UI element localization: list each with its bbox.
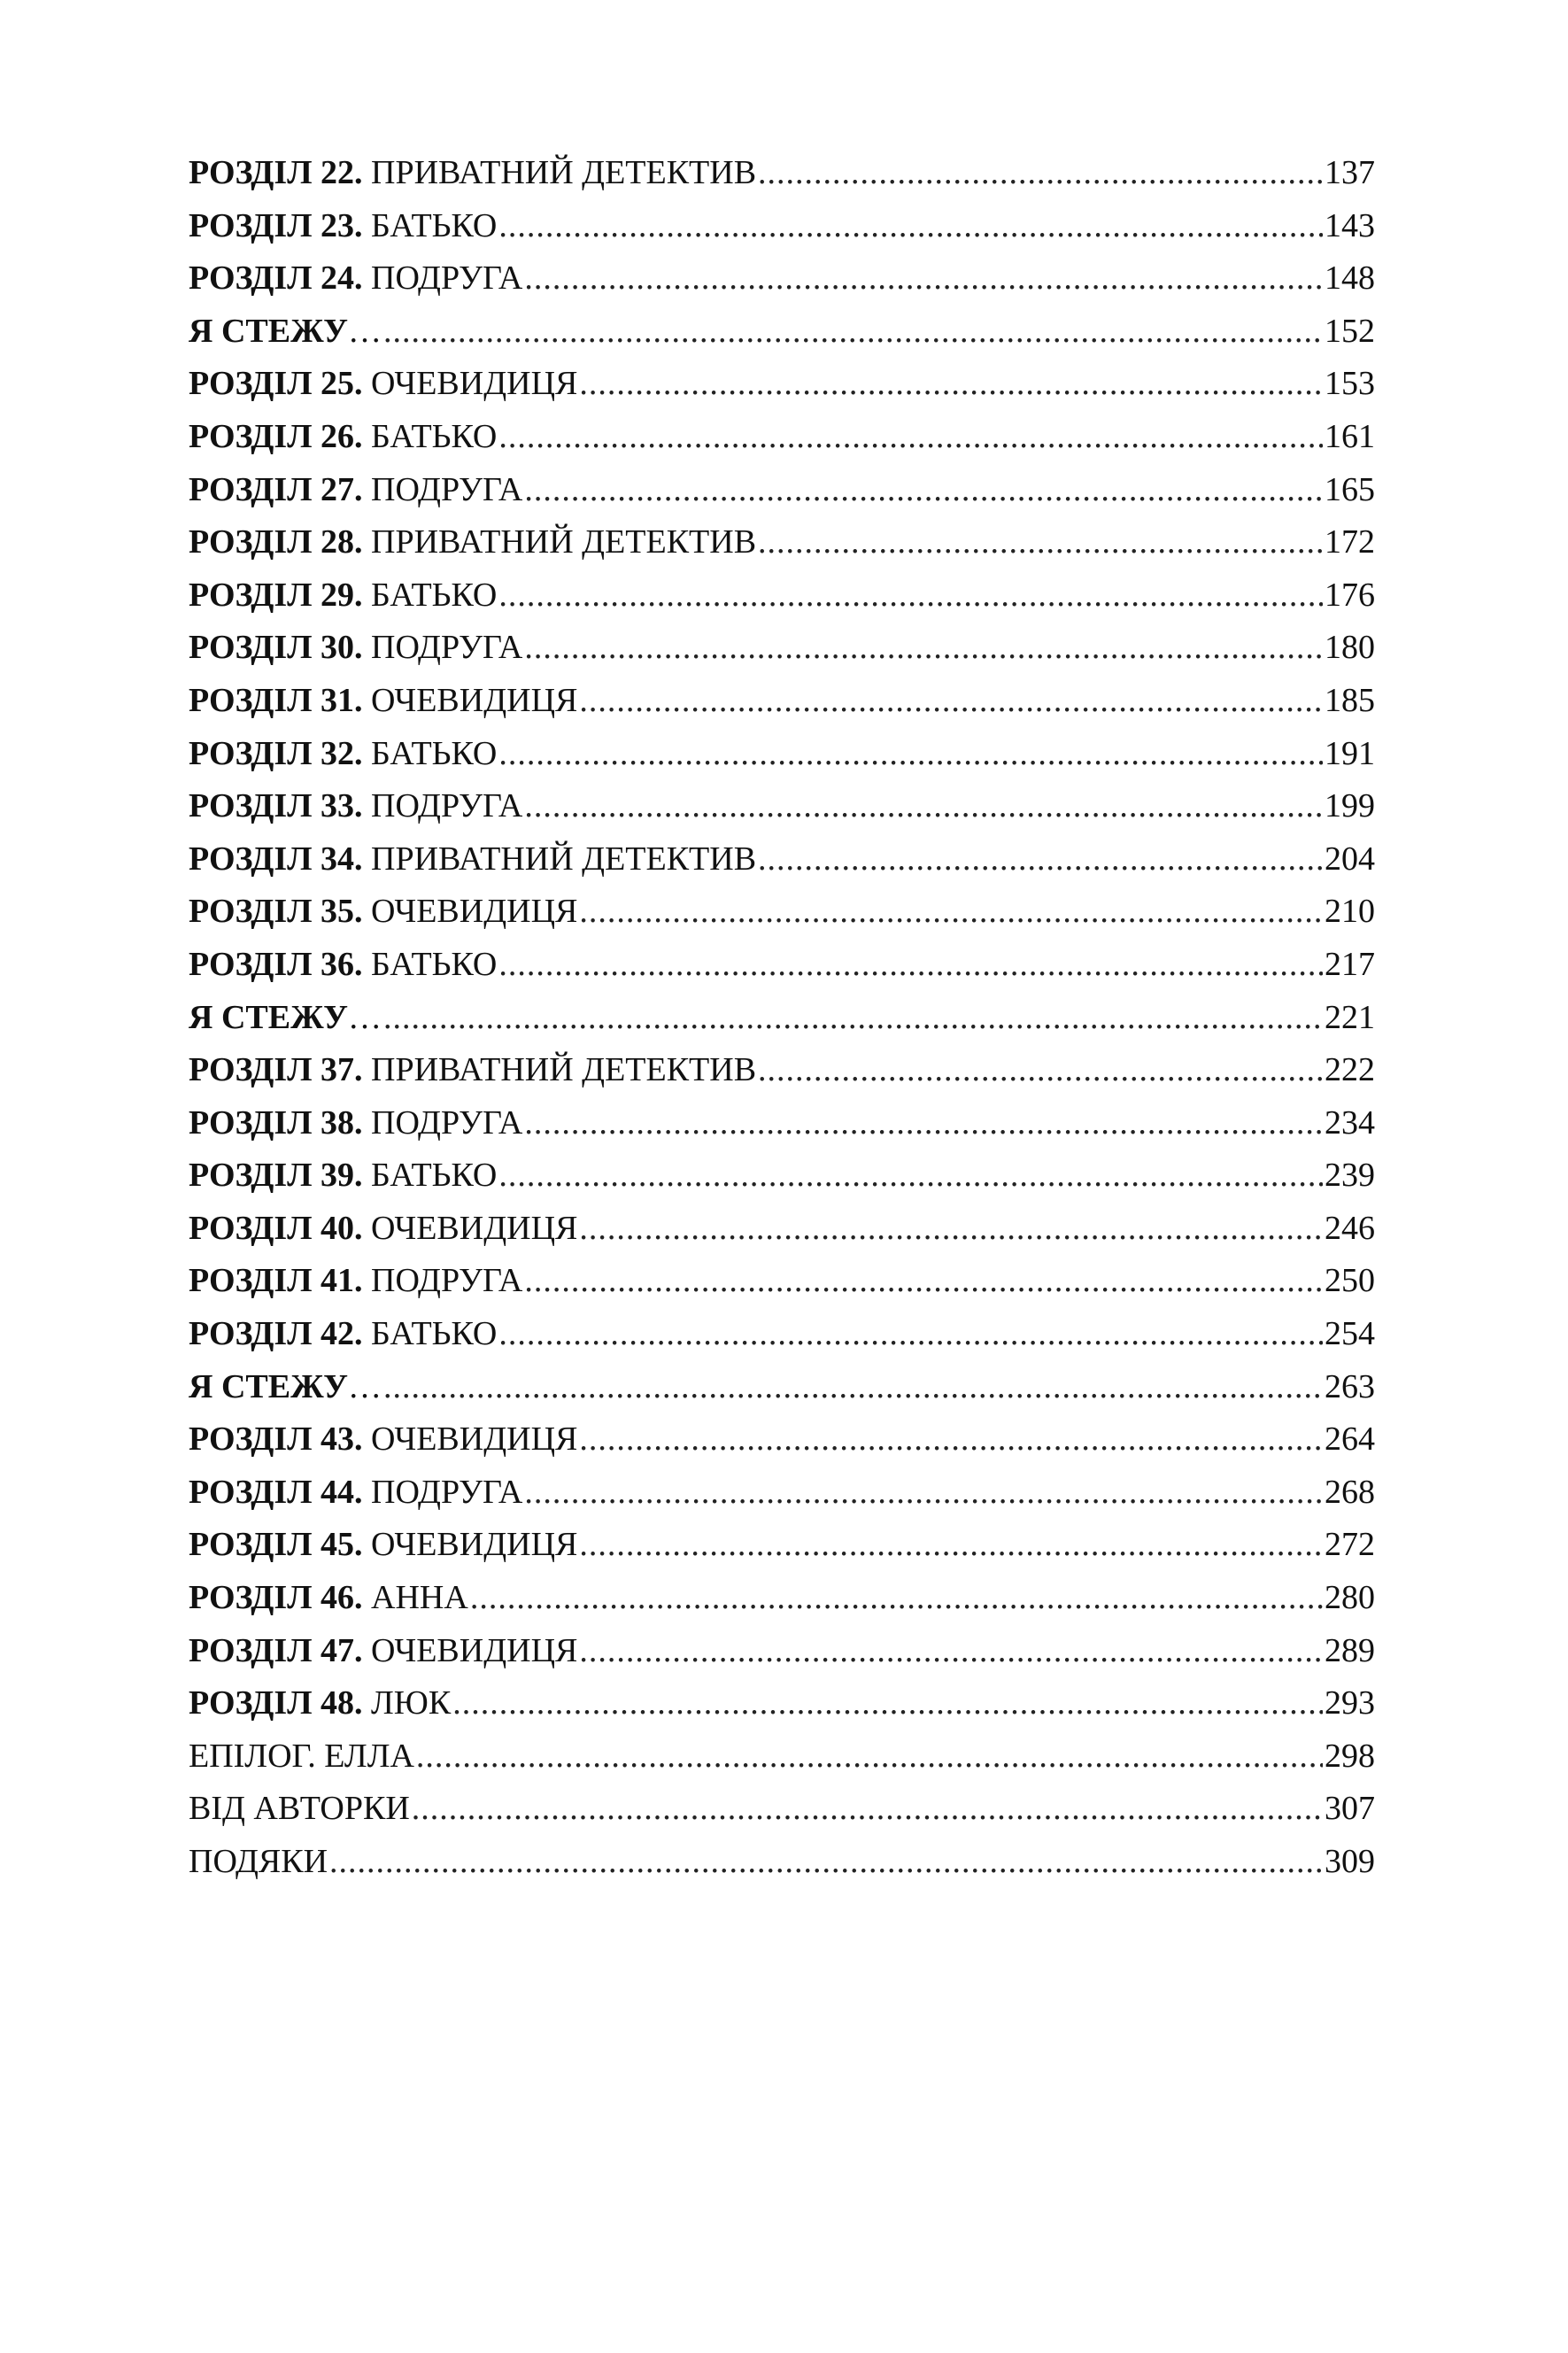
dot-leader — [470, 1572, 1323, 1625]
toc-entry-name: ОЧЕВИДИЦЯ — [371, 893, 578, 931]
dot-leader — [524, 1097, 1323, 1150]
dot-leader — [383, 992, 1323, 1045]
toc-entry-name: ПОДРУГА — [371, 629, 523, 667]
toc-entry-page-number: 263 — [1325, 1367, 1375, 1405]
toc-entry-page-number: 239 — [1325, 1157, 1375, 1195]
toc-entry-label: РОЗДІЛ 38. — [189, 1103, 363, 1142]
toc-entry-name: ПРИВАТНИЙ ДЕТЕКТИВ — [371, 1051, 757, 1089]
toc-entry-page-number: 264 — [1325, 1420, 1375, 1459]
toc-entry-title — [189, 939, 497, 992]
toc-entry-page-number: 272 — [1325, 1526, 1375, 1564]
toc-entry-name: ОЧЕВИДИЦЯ — [371, 1526, 578, 1564]
dot-leader — [524, 780, 1323, 833]
toc-entry — [189, 1836, 1375, 1889]
toc-entry-name: … — [348, 998, 382, 1036]
toc-entry-name: ОЧЕВИДИЦЯ — [371, 1420, 578, 1459]
toc-entry — [189, 1149, 1375, 1203]
toc-entry-name: БАТЬКО — [371, 1315, 498, 1353]
toc-entry — [189, 728, 1375, 781]
toc-entry-page-number: 161 — [1325, 417, 1375, 455]
toc-entry-page-number: 210 — [1325, 893, 1375, 931]
toc-entry — [189, 252, 1375, 306]
toc-entry-title — [189, 1572, 468, 1625]
toc-entry — [189, 675, 1375, 728]
toc-entry — [189, 1361, 1375, 1414]
toc-entry-label: РОЗДІЛ 33. — [189, 787, 363, 825]
toc-entry-label: РОЗДІЛ 24. — [189, 259, 363, 298]
toc-entry-page-number: 172 — [1325, 523, 1375, 561]
toc-entry-page-number: 176 — [1325, 576, 1375, 614]
toc-entry — [189, 147, 1375, 200]
toc-entry-title — [189, 886, 577, 939]
toc-entry-label: РОЗДІЛ 23. — [189, 206, 363, 244]
toc-entry-name: … — [348, 1367, 382, 1405]
toc-entry-label: РОЗДІЛ 34. — [189, 840, 363, 878]
toc-entry — [189, 939, 1375, 992]
dot-leader — [452, 1677, 1323, 1730]
toc-entry — [189, 569, 1375, 623]
toc-entry-label: РОЗДІЛ 27. — [189, 470, 363, 508]
toc-entry-title — [189, 1044, 756, 1097]
toc-entry-name: БАТЬКО — [371, 576, 498, 614]
toc-entry-page-number: 221 — [1325, 998, 1375, 1036]
dot-leader — [758, 1044, 1323, 1097]
toc-entry-title — [189, 780, 522, 833]
toc-entry-page-number: 191 — [1325, 734, 1375, 772]
toc-entry-name: … — [348, 312, 382, 350]
dot-leader — [579, 1519, 1323, 1572]
toc-entry-label: РОЗДІЛ 35. — [189, 893, 363, 931]
toc-entry-page-number: 307 — [1325, 1790, 1375, 1828]
toc-entry-page-number: 143 — [1325, 206, 1375, 244]
dot-leader — [579, 1625, 1323, 1678]
toc-entry-name: ОЧЕВИДИЦЯ — [371, 681, 578, 719]
toc-entry-name: ВІД АВТОРКИ — [189, 1790, 410, 1828]
toc-entry — [189, 1255, 1375, 1308]
dot-leader — [758, 516, 1323, 569]
toc-entry-title — [189, 1203, 577, 1256]
toc-entry — [189, 1308, 1375, 1361]
toc-entry-title — [189, 1836, 328, 1889]
toc-entry — [189, 1467, 1375, 1520]
toc-entry-label: РОЗДІЛ 26. — [189, 417, 363, 455]
dot-leader — [524, 252, 1323, 306]
toc-entry-title — [189, 464, 522, 517]
toc-entry — [189, 780, 1375, 833]
toc-entry — [189, 1572, 1375, 1625]
dot-leader — [329, 1836, 1323, 1889]
dot-leader — [758, 147, 1323, 200]
toc-entry-label: РОЗДІЛ 36. — [189, 945, 363, 983]
toc-entry — [189, 1625, 1375, 1678]
dot-leader — [524, 1255, 1323, 1308]
toc-entry-label: РОЗДІЛ 25. — [189, 365, 363, 403]
toc-entry-label: РОЗДІЛ 48. — [189, 1684, 363, 1722]
toc-entry-title — [189, 622, 522, 675]
toc-entry — [189, 622, 1375, 675]
toc-entry-name: ПРИВАТНИЙ ДЕТЕКТИВ — [371, 523, 757, 561]
dot-leader — [498, 1149, 1323, 1203]
toc-entry-page-number: 153 — [1325, 365, 1375, 403]
toc-entry-name: ПОДРУГА — [371, 1262, 523, 1300]
toc-entry-title — [189, 1677, 451, 1730]
toc-entry-page-number: 250 — [1325, 1262, 1375, 1300]
toc-entry-title — [189, 569, 497, 623]
toc-entry-label: РОЗДІЛ 32. — [189, 734, 363, 772]
toc-entry-page-number: 254 — [1325, 1315, 1375, 1353]
dot-leader — [383, 1361, 1323, 1414]
toc-entry-label: РОЗДІЛ 43. — [189, 1420, 363, 1459]
toc-entry-name: ОЧЕВИДИЦЯ — [371, 1631, 578, 1669]
dot-leader — [498, 1308, 1323, 1361]
toc-entry-page-number: 298 — [1325, 1737, 1375, 1775]
toc-entry — [189, 200, 1375, 253]
toc-entry-label: Я СТЕЖУ — [189, 312, 348, 350]
toc-entry-name: ЕПІЛОГ. ЕЛЛА — [189, 1737, 414, 1775]
toc-entry-page-number: 217 — [1325, 945, 1375, 983]
toc-entry — [189, 411, 1375, 464]
toc-entry-title — [189, 1149, 497, 1203]
toc-entry-label: РОЗДІЛ 41. — [189, 1262, 363, 1300]
toc-entry-label: РОЗДІЛ 31. — [189, 681, 363, 719]
toc-entry — [189, 306, 1375, 359]
toc-entry — [189, 1730, 1375, 1784]
table-of-contents — [189, 147, 1375, 1889]
toc-entry-page-number: 180 — [1325, 629, 1375, 667]
dot-leader — [524, 622, 1323, 675]
toc-entry-title — [189, 306, 382, 359]
toc-entry-title — [189, 1255, 522, 1308]
toc-entry — [189, 1519, 1375, 1572]
toc-entry-name: БАТЬКО — [371, 417, 498, 455]
toc-entry-title — [189, 992, 382, 1045]
toc-entry-name: БАТЬКО — [371, 734, 498, 772]
toc-entry-label: РОЗДІЛ 45. — [189, 1526, 363, 1564]
dot-leader — [498, 411, 1323, 464]
toc-entry-title — [189, 1308, 497, 1361]
toc-entry-label: РОЗДІЛ 44. — [189, 1473, 363, 1511]
toc-entry-page-number: 152 — [1325, 312, 1375, 350]
toc-entry-page-number: 234 — [1325, 1103, 1375, 1142]
toc-entry-name: ЛЮК — [371, 1684, 452, 1722]
toc-entry-page-number: 280 — [1325, 1579, 1375, 1617]
toc-entry-title — [189, 1625, 577, 1678]
toc-entry-title — [189, 516, 756, 569]
toc-entry-label: РОЗДІЛ 40. — [189, 1209, 363, 1247]
dot-leader — [524, 1467, 1323, 1520]
dot-leader — [498, 939, 1323, 992]
dot-leader — [498, 569, 1323, 623]
toc-entry-title — [189, 1361, 382, 1414]
toc-entry-page-number: 293 — [1325, 1684, 1375, 1722]
toc-entry-name: ПОДРУГА — [371, 259, 523, 298]
toc-entry — [189, 886, 1375, 939]
toc-entry-page-number: 246 — [1325, 1209, 1375, 1247]
toc-entry-page-number: 309 — [1325, 1843, 1375, 1880]
toc-entry-label: РОЗДІЛ 30. — [189, 629, 363, 667]
toc-entry-name: ПОДРУГА — [371, 1473, 523, 1511]
toc-entry-name: БАТЬКО — [371, 206, 498, 244]
toc-entry-title — [189, 1783, 410, 1836]
toc-entry — [189, 1413, 1375, 1467]
toc-entry-name: БАТЬКО — [371, 945, 498, 983]
toc-entry-title — [189, 728, 497, 781]
toc-entry-label: РОЗДІЛ 39. — [189, 1157, 363, 1195]
toc-entry — [189, 992, 1375, 1045]
toc-entry — [189, 1044, 1375, 1097]
toc-entry — [189, 1677, 1375, 1730]
dot-leader — [579, 675, 1323, 728]
toc-entry-name: БАТЬКО — [371, 1157, 498, 1195]
dot-leader — [524, 464, 1323, 517]
dot-leader — [579, 358, 1323, 411]
dot-leader — [579, 1203, 1323, 1256]
toc-entry — [189, 1097, 1375, 1150]
toc-entry-page-number: 289 — [1325, 1631, 1375, 1669]
dot-leader — [579, 1413, 1323, 1467]
dot-leader — [416, 1730, 1323, 1784]
toc-entry — [189, 464, 1375, 517]
toc-entry-label: РОЗДІЛ 46. — [189, 1579, 363, 1617]
toc-entry-title — [189, 358, 577, 411]
toc-entry-page-number: 199 — [1325, 787, 1375, 825]
toc-entry-title — [189, 1467, 522, 1520]
toc-entry-page-number: 137 — [1325, 154, 1375, 191]
toc-entry-name: АННА — [371, 1579, 468, 1617]
toc-entry — [189, 833, 1375, 886]
toc-entry-page-number: 148 — [1325, 259, 1375, 298]
toc-entry-label: Я СТЕЖУ — [189, 998, 348, 1036]
toc-entry-name: ОЧЕВИДИЦЯ — [371, 1209, 578, 1247]
dot-leader — [412, 1783, 1323, 1836]
toc-entry-label: РОЗДІЛ 22. — [189, 154, 363, 191]
toc-entry-title — [189, 1730, 414, 1784]
toc-entry-label: РОЗДІЛ 28. — [189, 523, 363, 561]
dot-leader — [383, 306, 1323, 359]
toc-entry-title — [189, 675, 577, 728]
toc-entry — [189, 1203, 1375, 1256]
toc-entry-name: ПРИВАТНИЙ ДЕТЕКТИВ — [371, 154, 757, 191]
toc-entry — [189, 1783, 1375, 1836]
toc-entry-label: РОЗДІЛ 37. — [189, 1051, 363, 1089]
toc-entry-title — [189, 1413, 577, 1467]
toc-entry-label: РОЗДІЛ 29. — [189, 576, 363, 614]
toc-entry-name: ПОДРУГА — [371, 1103, 523, 1142]
toc-entry-title — [189, 200, 497, 253]
toc-entry-title — [189, 1519, 577, 1572]
toc-entry-label: РОЗДІЛ 42. — [189, 1315, 363, 1353]
toc-entry-title — [189, 833, 756, 886]
toc-entry-label: РОЗДІЛ 47. — [189, 1631, 363, 1669]
toc-entry-page-number: 222 — [1325, 1051, 1375, 1089]
toc-entry-label: Я СТЕЖУ — [189, 1367, 348, 1405]
toc-entry-page-number: 204 — [1325, 840, 1375, 878]
toc-entry — [189, 358, 1375, 411]
toc-entry-title — [189, 411, 497, 464]
dot-leader — [498, 728, 1323, 781]
toc-entry-name: ОЧЕВИДИЦЯ — [371, 365, 578, 403]
toc-entry-title — [189, 252, 522, 306]
toc-entry-name: ПОДЯКИ — [189, 1843, 328, 1880]
toc-entry-name: ПОДРУГА — [371, 787, 523, 825]
toc-entry-page-number: 165 — [1325, 470, 1375, 508]
toc-entry-title — [189, 147, 756, 200]
dot-leader — [579, 886, 1323, 939]
toc-entry — [189, 516, 1375, 569]
toc-entry-title — [189, 1097, 522, 1150]
toc-entry-name: ПРИВАТНИЙ ДЕТЕКТИВ — [371, 840, 757, 878]
dot-leader — [758, 833, 1323, 886]
toc-entry-page-number: 185 — [1325, 681, 1375, 719]
toc-entry-name: ПОДРУГА — [371, 470, 523, 508]
dot-leader — [498, 200, 1323, 253]
toc-entry-page-number: 268 — [1325, 1473, 1375, 1511]
